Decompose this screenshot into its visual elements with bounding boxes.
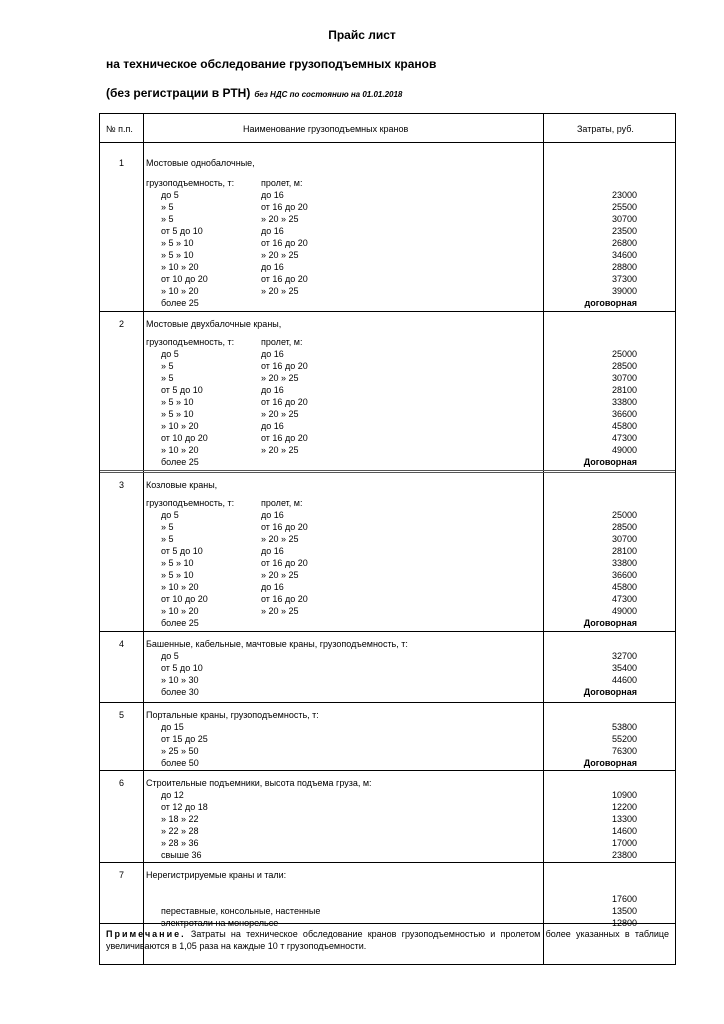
row-capacity: » 5 » 10	[161, 238, 194, 248]
row-price: 33800	[611, 558, 637, 568]
row-price: 36600	[611, 570, 637, 580]
row-span: до 16	[261, 421, 284, 431]
row-price: 47300	[611, 433, 637, 443]
section-number: 7	[119, 870, 125, 880]
row-capacity: от 10 до 20	[161, 274, 208, 284]
row-price: 12200	[611, 802, 637, 812]
row-capacity: » 5 » 10	[161, 570, 194, 580]
section-1	[100, 143, 675, 311]
row-price: 33800	[611, 397, 637, 407]
subtitle2-text: (без регистрации в РТН)	[106, 86, 251, 100]
row-price: 23500	[611, 226, 637, 236]
row-span: от 16 до 20	[261, 238, 308, 248]
section-subtitle: грузоподъемность, т:	[146, 498, 235, 508]
row-capacity: » 5	[161, 534, 174, 544]
row-price: Договорная	[583, 457, 637, 467]
row-capacity: от 15 до 25	[161, 734, 208, 744]
row-price: 30700	[611, 214, 637, 224]
row-capacity: » 5	[161, 361, 174, 371]
row-price: Договорная	[583, 618, 637, 628]
row-span: от 16 до 20	[261, 397, 308, 407]
row-capacity: от 5 до 10	[161, 663, 203, 673]
table-header	[100, 114, 675, 143]
row-capacity: » 5 » 10	[161, 558, 194, 568]
row-capacity: свыше 36	[161, 850, 202, 860]
section-title: Козловые краны,	[146, 480, 218, 490]
row-capacity: электротали на монорельсе	[161, 918, 279, 928]
price-table	[99, 113, 676, 965]
row-span: » 20 » 25	[261, 214, 299, 224]
section-3	[100, 470, 675, 631]
row-capacity: до 5	[161, 349, 179, 359]
section-number: 6	[119, 778, 125, 788]
row-capacity: » 22 » 28	[161, 826, 199, 836]
row-price: Договорная	[583, 687, 637, 697]
section-title: Мостовые двухбалочные краны,	[146, 319, 282, 329]
row-capacity: » 10 » 20	[161, 286, 199, 296]
row-span: от 16 до 20	[261, 433, 308, 443]
row-span: » 20 » 25	[261, 445, 299, 455]
row-capacity: » 5 » 10	[161, 397, 194, 407]
row-span: от 16 до 20	[261, 274, 308, 284]
row-price: 49000	[611, 606, 637, 616]
note-text: Затраты на техническое обследование кранов грузоподъемностью и пролетом более указанных в таблице увеличиваются в 1,05 раза на каждые 10 т грузоподъемности.	[106, 929, 669, 951]
row-price: 30700	[611, 534, 637, 544]
row-price: 28100	[611, 385, 637, 395]
row-span: от 16 до 20	[261, 558, 308, 568]
row-price: 25500	[611, 202, 637, 212]
row-capacity: более 25	[161, 618, 199, 628]
doc-subtitle2	[106, 86, 402, 100]
row-price: 23000	[611, 190, 637, 200]
note-label: Примечание.	[106, 929, 186, 939]
row-span: от 16 до 20	[261, 594, 308, 604]
row-price: 36600	[611, 409, 637, 419]
footnote	[100, 923, 675, 964]
section-title: Портальные краны, грузоподъемность, т:	[146, 710, 319, 720]
row-span: до 16	[261, 385, 284, 395]
section-subtitle: грузоподъемность, т:	[146, 337, 235, 347]
row-span: до 16	[261, 349, 284, 359]
row-price: 14600	[611, 826, 637, 836]
row-capacity: » 5	[161, 202, 174, 212]
section-7	[100, 862, 675, 928]
row-price: 47300	[611, 594, 637, 604]
row-price: 13300	[611, 814, 637, 824]
row-capacity: » 10 » 20	[161, 606, 199, 616]
row-span: » 20 » 25	[261, 250, 299, 260]
row-capacity: от 12 до 18	[161, 802, 208, 812]
row-capacity: переставные, консольные, настенные	[161, 906, 321, 916]
row-capacity: от 10 до 20	[161, 594, 208, 604]
section-title: Башенные, кабельные, мачтовые краны, грузоподъемность, т:	[146, 639, 408, 649]
section-2	[100, 311, 675, 470]
row-price: 17600	[611, 894, 637, 904]
row-span: до 16	[261, 546, 284, 556]
row-capacity: » 10 » 30	[161, 675, 199, 685]
section-number: 4	[119, 639, 125, 649]
section-title: Строительные подъемники, высота подъема груза, м:	[146, 778, 372, 788]
row-capacity: от 5 до 10	[161, 385, 203, 395]
row-capacity: » 5	[161, 522, 174, 532]
row-price: 28100	[611, 546, 637, 556]
row-price: 17000	[611, 838, 637, 848]
row-price: 39000	[611, 286, 637, 296]
row-capacity: до 15	[161, 722, 184, 732]
row-price: 28800	[611, 262, 637, 272]
row-price: 25000	[611, 510, 637, 520]
section-subtitle2: пролет, м:	[261, 337, 303, 347]
row-price: 26800	[611, 238, 637, 248]
row-price: 28500	[611, 522, 637, 532]
row-price: 55200	[611, 734, 637, 744]
row-price: 28500	[611, 361, 637, 371]
section-subtitle2: пролет, м:	[261, 498, 303, 508]
row-capacity: » 5	[161, 214, 174, 224]
header-cost: Затраты, руб.	[577, 124, 634, 134]
row-price: 53800	[611, 722, 637, 732]
row-price: 23800	[611, 850, 637, 860]
row-span: до 16	[261, 510, 284, 520]
row-price: Договорная	[583, 758, 637, 768]
section-4	[100, 631, 675, 702]
row-price: 32700	[611, 651, 637, 661]
row-price: 44600	[611, 675, 637, 685]
row-price: 13500	[611, 906, 637, 916]
doc-subtitle: на техническое обследование грузоподъемных кранов	[106, 57, 437, 71]
row-capacity: более 25	[161, 298, 199, 308]
header-num: № п.п.	[106, 124, 133, 134]
row-capacity: до 12	[161, 790, 184, 800]
row-price: 30700	[611, 373, 637, 383]
section-subtitle: грузоподъемность, т:	[146, 178, 235, 188]
row-span: до 16	[261, 262, 284, 272]
row-span: » 20 » 25	[261, 373, 299, 383]
row-price: 49000	[611, 445, 637, 455]
row-span: » 20 » 25	[261, 606, 299, 616]
row-price: договорная	[584, 298, 637, 308]
row-price: 10900	[611, 790, 637, 800]
row-span: » 20 » 25	[261, 534, 299, 544]
section-number: 2	[119, 319, 125, 329]
row-span: » 20 » 25	[261, 570, 299, 580]
row-span: » 20 » 25	[261, 286, 299, 296]
row-capacity: » 5 » 10	[161, 250, 194, 260]
section-title: Мостовые однобалочные,	[146, 158, 255, 168]
section-subtitle2: пролет, м:	[261, 178, 303, 188]
row-span: до 16	[261, 582, 284, 592]
row-price: 45800	[611, 582, 637, 592]
row-price: 37300	[611, 274, 637, 284]
row-price: 35400	[611, 663, 637, 673]
section-number: 5	[119, 710, 125, 720]
row-capacity: до 5	[161, 651, 179, 661]
row-capacity: более 50	[161, 758, 199, 768]
row-capacity: » 10 » 20	[161, 445, 199, 455]
header-name: Наименование грузоподъемных кранов	[243, 124, 409, 134]
doc-title: Прайс лист	[328, 28, 396, 42]
row-capacity: » 10 » 20	[161, 421, 199, 431]
row-capacity: » 25 » 50	[161, 746, 199, 756]
row-span: до 16	[261, 190, 284, 200]
section-5	[100, 702, 675, 770]
row-price: 76300	[611, 746, 637, 756]
row-span: от 16 до 20	[261, 202, 308, 212]
row-span: от 16 до 20	[261, 522, 308, 532]
row-capacity: » 5	[161, 373, 174, 383]
row-capacity: до 5	[161, 510, 179, 520]
row-span: до 16	[261, 226, 284, 236]
row-capacity: » 10 » 20	[161, 582, 199, 592]
row-price: 34600	[611, 250, 637, 260]
row-capacity: от 10 до 20	[161, 433, 208, 443]
row-price: 45800	[611, 421, 637, 431]
row-price: 12800	[611, 918, 637, 928]
section-number: 1	[119, 158, 125, 168]
row-capacity: » 5 » 10	[161, 409, 194, 419]
section-title: Нерегистрируемые краны и тали:	[146, 870, 287, 880]
row-capacity: от 5 до 10	[161, 546, 203, 556]
row-price: 25000	[611, 349, 637, 359]
row-span: » 20 » 25	[261, 409, 299, 419]
row-capacity: от 5 до 10	[161, 226, 203, 236]
section-6	[100, 770, 675, 862]
section-number: 3	[119, 480, 125, 490]
row-span: от 16 до 20	[261, 361, 308, 371]
row-capacity: до 5	[161, 190, 179, 200]
row-capacity: » 18 » 22	[161, 814, 199, 824]
row-capacity: » 28 » 36	[161, 838, 199, 848]
subtitle2-note: без НДС по состоянию на 01.01.2018	[254, 90, 403, 99]
row-capacity: более 30	[161, 687, 199, 697]
row-capacity: более 25	[161, 457, 199, 467]
row-capacity: » 10 » 20	[161, 262, 199, 272]
